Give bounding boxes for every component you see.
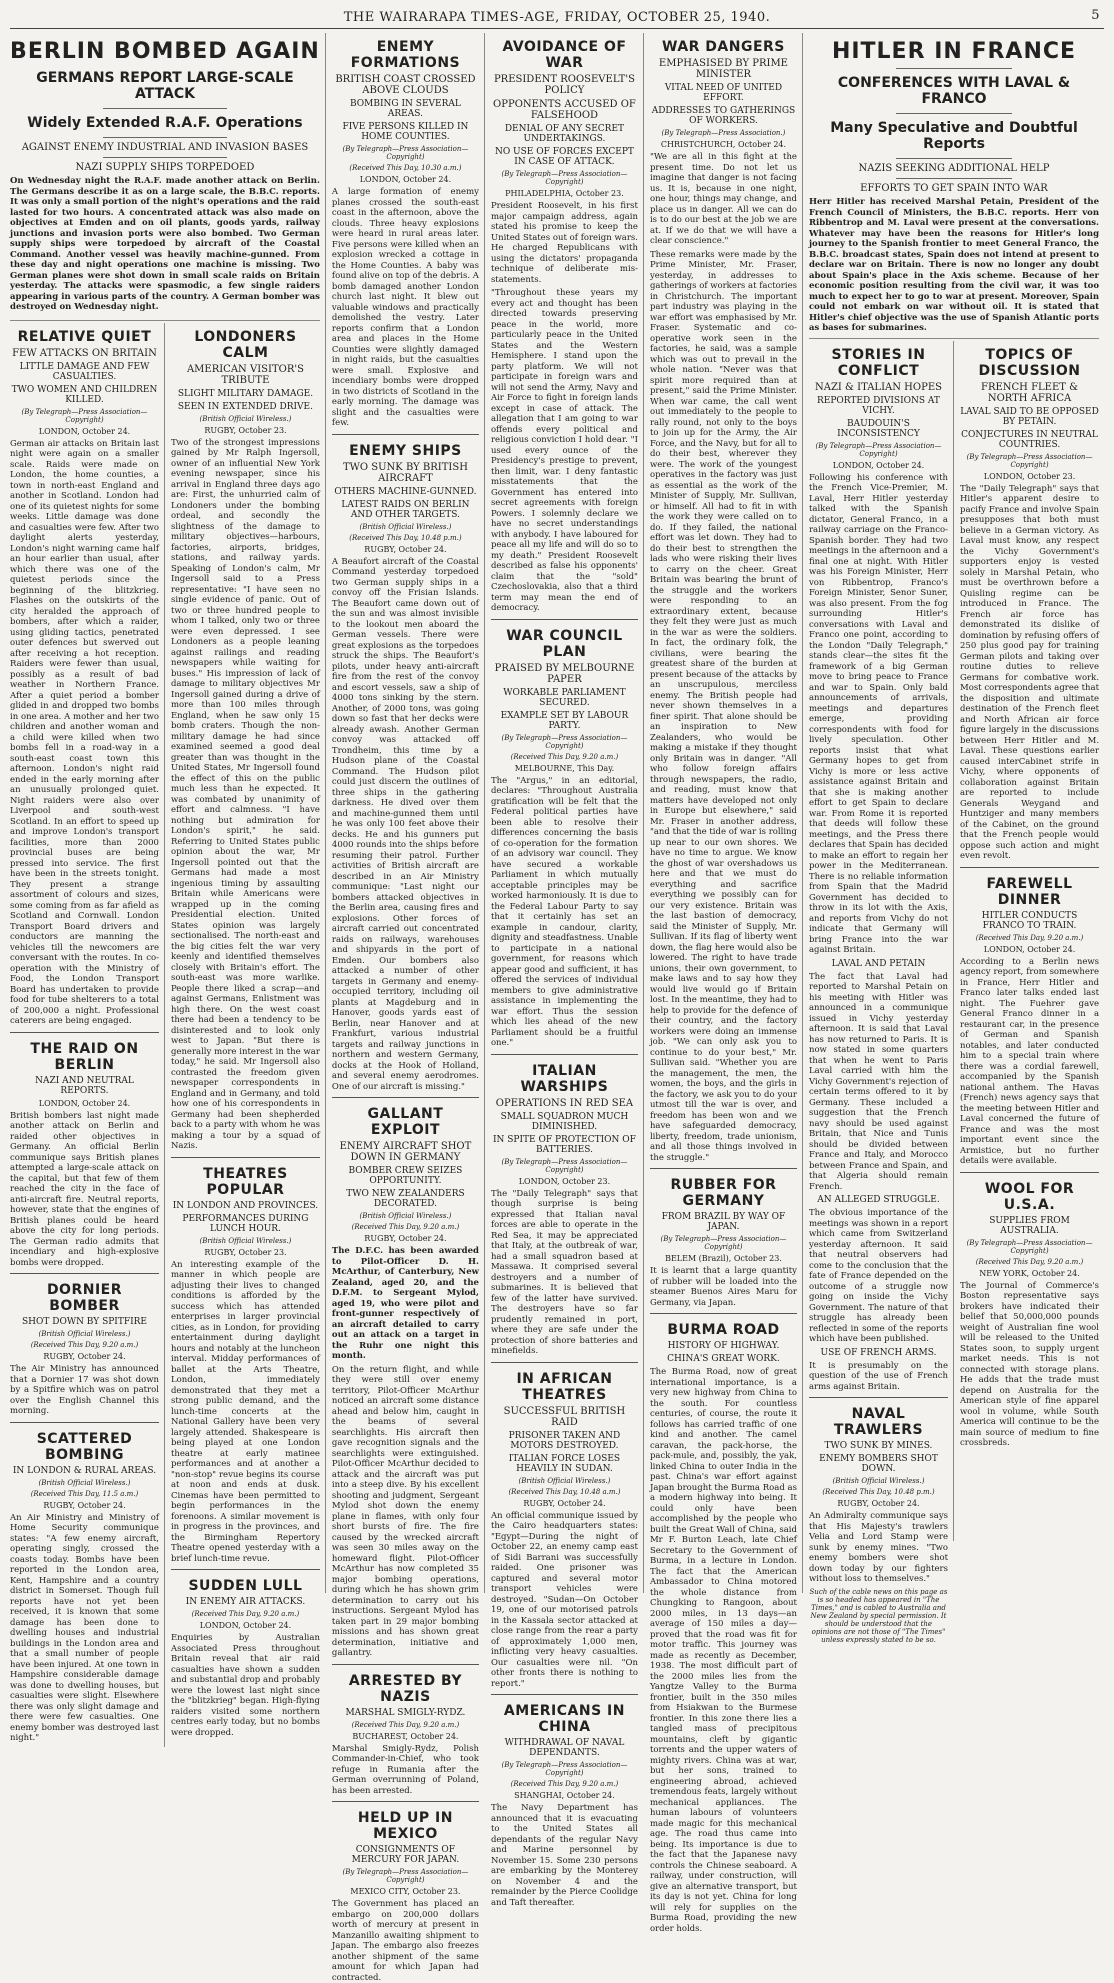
berlin-headline: BERLIN BOMBED AGAIN (10, 39, 320, 64)
war-dangers-credit: (By Telegraph—Press Association.) (661, 129, 786, 137)
burma-headline: BURMA ROAD (667, 1322, 780, 1338)
rubber-headline: RUBBER FOR GERMANY (670, 1177, 777, 1209)
war-council-body: The "Argus," in an editorial, declares: "Throughout Australia gratification will be felt that the Federal political parties have been able to resolve their differences concerning the basis of co-operation for the formation of an advisory war council. They have secured a workable Parliament in which mutually acceptable principles may be worked harmoniously. It is due to the Federal Labour Party to say that it certainly has set an example in candour, clarity, dignity and steadfastness. Unable to participate in a national government, for reasons which appear good and sufficient, it has offered the services of individual members to give administrative assistance in implementing the war effort. Thus the session which lies ahead of the new Parliament should be a fruitful one." (490, 775, 638, 1048)
african-sub-3: ITALIAN FORCE LOSES HEAVILY IN SUDAN. (508, 1453, 621, 1474)
enemy-formations-credit: (By Telegraph—Press Association—Copyright) (342, 145, 469, 161)
gallant-credit: (British Official Wireless.) (359, 1212, 452, 1220)
avoidance-sub-3: DENIAL OF ANY SECRET UNDERTAKINGS. (504, 124, 625, 144)
burma-body: The Burma Road, now of great international importance, is a very new highway from China to the south. For countless centuries, of course, the route it follows has carried traffic of one kind and another. The camel caravan, the pack-horse, the pack-mule, and, possibly, the yak, linked China to outer India in the past. China's war effort against Japan brought the Burma Road as a modern highway into being. It could only have been accomplished by the people who built the Great Wall of China, said Mr F. Burton Leach, late Chief Secretary to the Government of Burma, in a lecture in London. The fact that the American Ambassador to China motored the whole distance from Chungking to Rangoon, about 2000 miles, in 13 days—an average of 150 miles a day—proved that the road was fit for motor traffic. This journey was made as recently as December, 1938. The most difficult part of the 2000 miles lies from the Yangtze Valley to the Burma frontier, built in the 350 miles from Hsiakwan to the Burmese frontier. In this zone there lies a tangled mass of precipitous mountains, cleft by gigantic torrents and the upper waters of mighty rivers. China was at war, but her sons, trained to engineering abroad, achieved tremendous feats, largely without mechanical appliances. The human labours of volunteers made magic for this mechanical age. The road thus came into being. Its importance is due to the fact that the Japanese navy controls the Chinese seaboard. A railway, under construction, will give an alternative transport, but its day is not yet. China for long will rely for supplies on the Burma Road, providing the new order holds. (649, 1367, 797, 1934)
theatres-sub-1: IN LONDON AND PROVINCES. (172, 1200, 319, 1211)
sudden-lull-body: Enquiries by Australian Associated Press throughout Britain reveal that air raid casualties have shown a sudden and substantial drop and probably were the lowest last night since the "blitzkrieg" began. High-flying raiders visited some northern centres early today, but no bombs were dropped. (170, 1633, 320, 1738)
farewell-dateline: LONDON, October 24. (983, 944, 1076, 954)
avoidance-credit: (By Telegraph—Press Association—Copyright) (501, 170, 628, 186)
wool-credit: (By Telegraph—Press Association—Copyright) (966, 1238, 1093, 1255)
gallant-dateline: RUGBY, October 24. (364, 1234, 447, 1243)
mexico-headline: HELD UP IN MEXICO (357, 1810, 453, 1842)
mexico-dateline: MEXICO CITY, October 23. (350, 1887, 461, 1896)
african-headline: IN AFRICAN THEATRES (516, 1370, 613, 1403)
berlin-sub-1: AGAINST ENEMY INDUSTRIAL AND INVASION BASES (21, 142, 309, 153)
enemy-ships-credit: (British Official Wireless.) (359, 522, 452, 531)
war-council-dateline: MELBOURNE, This Day. (514, 763, 615, 773)
americans-headline: AMERICANS IN CHINA (503, 1703, 625, 1735)
farewell-received: (Received This Day, 9.20 a.m.) (975, 933, 1084, 942)
londoners-headline: LONDONERS CALM (194, 328, 297, 361)
enemy-formations-sub-1: BRITISH COAST CROSSED ABOVE CLOUDS (335, 74, 476, 96)
farewell-sub: HITLER CONDUCTS FRANCO TO TRAIN. (981, 910, 1078, 931)
burma-sub-2: CHINA'S GREAT WORK. (667, 1354, 780, 1364)
scattered-body: An Air Ministry and Ministry of Home Security communique states: "A few enemy aircraft, operating singly, crossed the coasts today. Bombs have been reported in the London area, Kent, Hampshire and a country district in Somerset. Though full reports have not yet been received, it is known that some damage has been done to dwelling houses and industrial buildings in the London area and that a small number of people have been injured. At one town in Hampshire considerable damage was done to dwelling houses, but casualties were slight. Elsewhere there was only slight damage and there were few casualties. One enemy bomber was destroyed last night." (10, 1512, 159, 1743)
column-2 (171, 323, 320, 1747)
relative-quiet-sub-2: LITTLE DAMAGE AND FEW CASUALTIES. (19, 361, 150, 382)
enemy-formations-dateline: LONDON, October 24. (359, 175, 452, 184)
column-5 (649, 33, 803, 1934)
berlin-deck-1: GERMANS REPORT LARGE-SCALE ATTACK (36, 70, 294, 102)
right-columns (808, 33, 1104, 1644)
enemy-ships-sub-3: LATEST RAIDS ON BERLIN AND OTHER TARGETS. (341, 499, 470, 520)
burma-sub-1: HISTORY OF HIGHWAY. (667, 1341, 780, 1351)
trawlers-sub-1: TWO SUNK BY MINES. (824, 1441, 933, 1451)
gallant-lead: The D.F.C. has been awarded to Pilot-Officer D. H. McArthur, of Canterbury, New Zealand, aged 20, and the D.F.M. to Sergeant Mylod, aged 19, who were pilot and front-gunner respectively of an aircraft detailed to carry out an attack on a target in the Ruhr one night this month. (331, 1246, 479, 1361)
avoidance-dateline: PHILADELPHIA, October 23. (505, 189, 624, 198)
masthead-title: THE WAIRARAPA TIMES-AGE, FRIDAY, OCTOBER 25, 1940. (343, 9, 771, 25)
avoidance-sub-1: PRESIDENT ROOSEVELT'S POLICY (493, 74, 635, 96)
italian-body: The "Daily Telegraph" says that though surprise is being expressed that Italian naval forces are able to operate in the Red Sea, it may be appreciated that Italy, at the outbreak of war, had a small squadron based at Massawa. It comprised several destroyers and a number of submarines. It is believed that few of the latter have survived. The destroyers have so far prudently remained in port, where they are safe under the protection of shore batteries and minefields. (490, 1188, 638, 1356)
dornier-headline: DORNIER BOMBER (46, 1282, 123, 1314)
raid-berlin-sub: NAZI AND NEUTRAL REPORTS. (35, 1075, 134, 1096)
berlin-body: On Wednesday night the R.A.F. made another attack on Berlin. The Germans describe it as on a large scale, the B.B.C. reports. It was only a small portion of the night's operations and the raid lasted for two hours. A concentrated attack was also made on objectives at Emden and on oil plants, goods yards, railway junctions and invasion ports were also bombed. Two German supply ships were torpedoed by aircraft of the Coastal Command. Another vessel was heavily machine-gunned. From these day and night operations one machine is missing. Two German planes were shot down in small scale raids on Britain yesterday. The attacks were spasmodic, a few single raiders appearing in various parts of the country. A German bomber was destroyed on Wednesday night. (10, 176, 320, 312)
avoidance-headline: AVOIDANCE OF WAR (502, 39, 627, 71)
war-dangers-lead: "We are all in this fight at the present time. Do not let us imagine that danger is not facing us. It is, because in one night, one hour, things may change, and place us in danger. All we can do is to do our best at the job we are at. If we do that we will have a clear conscience." (649, 152, 797, 246)
trawlers-note: Such of the cable news on this page as is so headed has appeared in "The Times," and is cabled to Australia and New Zealand by special permission. It should be understood that the opinions are not those of "The Times" unless expressly stated to be so. (809, 1587, 948, 1644)
trawlers-headline: NAVAL TRAWLERS (833, 1406, 924, 1438)
relative-quiet-sub-1: FEW ATTACKS ON BRITAIN (12, 347, 157, 359)
wool-received: (Received This Day, 9.20 a.m.) (975, 1257, 1084, 1266)
scattered-received: (Received This Day, 11.5 a.m.) (30, 1489, 139, 1498)
stories-headline: STORIES IN CONFLICT (831, 346, 926, 379)
hitler-deck-2: Many Speculative and Doubtful Reports (830, 120, 1078, 152)
topics-body: The "Daily Telegraph" says that Hitler's apparent desire to pacify France and involve Spain presupposes that both must believe in a German victory. As Laval must know, any respect the Vichy Government's supporters enjoy is vested solely in Marshal Petain, who must be overthrown before a Quisling regime can be introduced in France. The French air force has demonstrated its dislike of domination by refusing offers of 250 plus good pay for training German pilots and taking over routine duties to relieve Germans for combative work. Most correspondents agree that the disposition and ultimate destination of the French fleet and North African air force figure largely in the discussions between Herr Hitler and M. Laval. These questions earlier caused interCabinet strife in Vichy, where opponents of collaboration against Britain are reported to include Generals Weygand and Huntziger and many members of the Cabinet, on the ground that the French people would oppose such action and might even revolt. (960, 483, 1100, 861)
italian-dateline: LONDON, October 23. (518, 1176, 611, 1186)
war-council-headline: WAR COUNCIL PLAN (506, 627, 623, 660)
stories-credit: (By Telegraph—Press Association—Copyright) (815, 441, 942, 458)
masthead (10, 6, 1104, 29)
arrested-headline: ARRESTED BY NAZIS (348, 1672, 463, 1705)
column-7 (960, 341, 1099, 1541)
topics-dateline: LONDON, October 23. (983, 471, 1076, 481)
stories-body-4: It is presumably on the question of the use of French arms against Britain. (808, 1360, 948, 1392)
relative-quiet-headline: RELATIVE QUIET (17, 328, 152, 345)
rubber-sub: FROM BRAZIL BY WAY OF JAPAN. (661, 1212, 786, 1232)
stories-dateline: LONDON, October 24. (832, 460, 925, 470)
gallant-sub-2: BOMBER CREW SEIZES OPPORTUNITY. (348, 1166, 463, 1186)
war-council-sub-2: WORKABLE PARLIAMENT SECURED. (503, 687, 626, 708)
gallant-sub-1: ENEMY AIRCRAFT SHOT DOWN IN GERMANY (339, 1141, 472, 1163)
wool-body: The Journal of Commerce's Boston representative says brokers have indicated their belief that 50,000,000 pounds weight of Australian fine wool will be released to the United States soon, to supply urgent market needs. This is not connected with storage plans. He adds that the trade must depend on Australia for the American style of fine apparel wool in volume, while South America will continue to be the main source of medium to fine crossbreds. (960, 1280, 1100, 1448)
african-received: (Received This Day, 10.48 a.m.) (508, 1487, 621, 1496)
wool-dateline: NEW YORK, October 24. (979, 1268, 1080, 1278)
gallant-body: On the return flight, and while they were still over enemy territory, Pilot-Officer McArthur noticed an aircraft some distance ahead and below him, caught in the beams of several searchlights. His aircraft then gave recognition signals and the searchlights were extinguished. Pilot-Officer McArthur decided to attack and the aircraft was put into a steep dive. By his excellent shooting and judgment, Sergeant Mylod shot down the enemy plane in flames, with only four short bursts of fire. The fire caused by the wrecked aircraft was seen 30 miles away on the homeward flight. Pilot-Officer McArthur has now completed 35 major bombing operations, during which he has shown grim determination to carry out his instructions. Sergeant Mylod has taken part in 29 major bombing missions and has shown great determination, initiative and gallantry. (331, 1364, 479, 1658)
londoners-dateline: RUGBY, October 23. (204, 425, 287, 435)
italian-sub-3: IN SPITE OF PROTECTION OF BATTERIES. (492, 1134, 636, 1155)
enemy-ships-sub-1: TWO SUNK BY BRITISH AIRCRAFT (342, 461, 468, 484)
column-1 (10, 323, 165, 1747)
americans-dateline: SHANGHAI, October 24. (514, 1791, 615, 1800)
stories-sub-5: AN ALLEGED STRUGGLE. (817, 1195, 940, 1205)
stories-sub-1: NAZI & ITALIAN HOPES (815, 381, 942, 393)
war-dangers-sub-2: VITAL NEED OF UNITED EFFORT. (664, 83, 783, 103)
scattered-dateline: RUGBY, October 24. (43, 1500, 126, 1510)
topics-headline: TOPICS OF DISCUSSION (978, 346, 1081, 379)
arrested-sub: MARSHAL SMIGLY-RYDZ. (345, 1707, 466, 1718)
dornier-dateline: RUGBY, October 24. (43, 1352, 126, 1361)
dornier-credit: (British Official Wireless.) (38, 1330, 131, 1338)
americans-body: The Navy Department has announced that it is evacuating to the United States all dependants of the regular Navy and Marine personnel by November 15. Some 230 persons are embarking by the Monterey on November 4 and the remainder by the Pierce Coolidge and Taft thereafter. (490, 1803, 638, 1908)
stories-body-2: The fact that Laval had reported to Marshal Petain on his meeting with Hitler was announced in a communique issued in Vichy yesterday afternoon. It is said that Laval has now returned to Paris. It is now stated in some quarters that when he went to Paris Laval carried with him the Vichy Government's rejection of certain terms offered to it by Germany. These included a suggestion that the French navy should be used against Britain, that Nice and Tunis should be divided between France and Italy, and Morocco between France and Spain, and that Algeria should remain French. (808, 971, 948, 1192)
war-council-received: (Received This Day, 9.20 a.m.) (510, 752, 619, 761)
rubber-dateline: BELEM (Brazil), October 23. (665, 1254, 782, 1263)
enemy-formations-body: A large formation of enemy planes crossed the south-east coast in the afternoon, above the clouds. Three heavy explosions were heard in rural areas later. Five persons were killed when an explosion wrecked a cottage in the Home Counties. A baby was found alive on top of the debris. A bomb damaged another London church last night. It blew out valuable windows and practically demolished the vestry. Later reports confirm that a London area and places in the Home Counties were slightly damaged in night raids, but the casualties were small. Explosive and incendiary bombs were dropped in two districts of Scotland in the early morning. The damage was slight and the casualties were few. (331, 187, 479, 428)
hitler-sub-1: NAZIS SEEKING ADDITIONAL HELP (858, 163, 1050, 174)
arrested-body: Marshal Smigly-Rydz, Polish Commander-in-Chief, who took refuge in Rumania after the German overrunning of Poland, has been arrested. (331, 1743, 479, 1796)
italian-sub-2: SMALL SQUADRON MUCH DIMINISHED. (500, 1111, 629, 1132)
relative-quiet-sub-3: TWO WOMEN AND CHILDREN KILLED. (11, 384, 158, 405)
war-dangers-dateline: CHRISTCHURCH, October 24. (660, 140, 787, 149)
rubber-credit: (By Telegraph—Press Association—Copyright) (660, 1235, 787, 1251)
mexico-body: The Government has placed an embargo on 200,000 dollars worth of mercury at present in Manzanillo awaiting shipment to Japan. The embargo also freezes another shipment of the same amount for which Japan had contracted. (331, 1899, 479, 1983)
theatres-credit: (British Official Wireless.) (199, 1236, 292, 1245)
berlin-sub-2: NAZI SUPPLY SHIPS TORPEDOED (75, 162, 255, 173)
enemy-ships-headline: ENEMY SHIPS (349, 442, 462, 459)
berlin-story (10, 33, 320, 316)
theatres-body: An interesting example of the manner in which people are adjusting their lives to changed conditions is afforded by the success which has attended enterprises in larger provincial cities, as in London, for providing entertainment during daylight hours and notably at the luncheon interval. Midday performances of ballet at the Arts Theatre, London, immediately demonstrated that they met a strong public demand, and the lunch-time concerts at the National Gallery have been very largely attended. Shakespeare is being played at one London theatre at early matinee performances and at another a "non-stop" revue begins its course at noon and ends at dusk. Cinemas have been permitted to begin performances in the forenoons. A similar movement is in progress in the provinces, and the Birmingham Repertory Theatre opened yesterday with a brief lunch-time revue. (170, 1259, 320, 1564)
war-dangers-sub-1: EMPHASISED BY PRIME MINISTER (658, 58, 788, 80)
enemy-ships-dateline: RUGBY, October 24. (364, 544, 447, 554)
avoidance-lead: President Roosevelt, in his first major campaign address, again stated his promise to keep the United States out of foreign wars. He charged Republicans with using the dictators' propaganda technique of deliberate mis-statements. (490, 201, 638, 285)
londoners-sub-2: SLIGHT MILITARY DAMAGE. (177, 388, 314, 399)
londoners-body: Two of the strongest impressions gained by Mr Ralph Ingersoll, owner of an influential New York evening newspaper, since his arrival in England three days ago are: First, the unhurried calm of Londoners under the bombing ordeal, and secondly the slightness of the damage to military objectives—harbours, factories, airports, bridges, stations, and railway yards. Speaking of London's calm, Mr Ingersoll said to a Press representative: "I have seen no single evidence of panic. Out of two or three hundred people to whom I talked, only two or three were even depressed. I see Londoners as a people leaning against railings and reading newspapers while waiting for buses." His impression of lack of damage to military objectives Mr Ingersoll gained during a drive of more than 100 miles through England, when he saw only 15 bomb craters. Though the non-military damage he had since examined seemed a good deal greater than was thought in the United States, Mr Ingersoll found the effect of this on the public much less than he expected. It was combated by unanimity of effort and calmness. "I have nothing but admiration for London's spirit," he said. Referring to United States public opinion about the war, Mr Ingersoll pointed out that the Germans had made a most ingenious timing by assaulting Britain while Americans were wrapped up in the coming Presidential election. United States opinion was largely sectionalised. The north-east and the big cities felt the war very keenly and identified themselves closely with Britain's effort. The south-east was more warlike. People there liked a scrap—and against Germans, Enlistment was high there. On the west coast there had been a tendency to be disinterested and to look only west to Japan. "But there is generally more interest in the war today," he said. Mr Ingersoll also contrasted the freedom given newspaper correspondents in England and in Germany, and told how one of his correspondents in Germany had been shepherded back to a party with whom he was making a tour by a squad of Nazis. (170, 437, 320, 1151)
mexico-credit: (By Telegraph—Press Association—Copyright) (342, 1868, 469, 1884)
wool-sub: SUPPLIES FROM AUSTRALIA. (989, 1215, 1070, 1236)
african-body: An official communique issued by the Cairo headquarters states: "Egypt—During the night of October 22, an enemy camp east of Sidi Barrani was successfully raided. One prisoner was captured and several motor transport vehicles were destroyed. "Sudan—On October 19, one of our motorised patrols in the Kassala sector attacked at close range from the rear a party of approximately 1,000 men, inflicting very heavy casualties. Our casualties were nil. "On other fronts there is nothing to report." (490, 1510, 638, 1689)
topics-sub-1: FRENCH FLEET & NORTH AFRICA (981, 381, 1079, 404)
hitler-sub-2: EFFORTS TO GET SPAIN INTO WAR (860, 183, 1048, 194)
italian-headline: ITALIAN WARSHIPS (520, 1062, 609, 1095)
enemy-ships-sub-2: OTHERS MACHINE-GUNNED. (334, 486, 477, 497)
theatres-headline: THEATRES POPULAR (203, 1165, 288, 1198)
sudden-lull-sub: IN ENEMY AIR ATTACKS. (185, 1597, 306, 1607)
londoners-sub-1: AMERICAN VISITOR'S TRIBUTE (186, 363, 304, 386)
theatres-sub-2: PERFORMANCES DURING LUNCH HOUR. (182, 1213, 309, 1234)
berlin-deck-2: Widely Extended R.A.F. Operations (27, 115, 303, 131)
mexico-sub: CONSIGNMENTS OF MERCURY FOR JAPAN. (351, 1845, 460, 1865)
americans-received: (Received This Day, 9.20 a.m.) (510, 1780, 619, 1788)
gallant-headline: GALLANT EXPLOIT (367, 1106, 444, 1138)
theatres-dateline: RUGBY, October 23. (204, 1247, 287, 1257)
african-dateline: RUGBY, October 24. (523, 1498, 606, 1508)
column-4 (490, 33, 644, 1908)
left-columns (10, 33, 326, 1743)
relative-quiet-dateline: LONDON, October 24. (38, 426, 131, 436)
african-credit: (British Official Wireless.) (518, 1476, 611, 1485)
hitler-body: Herr Hitler has received Marshal Petain, President of the French Council of Ministers, the B.B.C. reports. Herr von Ribbentrop and M. Laval were present at the conversations. Whatever may have been the reasons for Hitler's long journey to the Spanish frontier to meet General Franco, the B.B.C. broadcast states, Spain does not intend at present to declare war on Britain. There is now no longer any doubt about Spain's place in the Axis scheme. Because of her economic position resulting from the civil war, it was too much to expect her to go to war at present. Moreover, Spain could not embark on war without oil. It is stated that Hitler's chief objective was the use of Spanish Atlantic ports as bases for submarines. (808, 197, 1100, 333)
americans-sub: WITHDRAWAL OF NAVAL DEPENDANTS. (504, 1738, 625, 1758)
rubber-body: It is learnt that a large quantity of rubber will be loaded into the steamer Buenos Aires Maru for Germany, via Japan. (649, 1266, 797, 1308)
italian-credit: (By Telegraph—Press Association—Copyright) (501, 1157, 628, 1174)
scattered-sub: IN LONDON & RURAL AREAS. (12, 1465, 157, 1476)
arrested-dateline: BUCHAREST, October 24. (352, 1731, 459, 1741)
enemy-ships-body: A Beaufort aircraft of the Coastal Command yesterday torpedoed two German supply ships in a convoy off the Frisian Islands. The Beaufort came down out of the sun and was almost invisible to the lookout men aboard the German vessels. There were great explosions as the torpedoes struck the ships. The Beaufort's pilots, under heavy anti-aircraft fire from the rest of the convoy and escort vessels, saw a ship of 4000 tons sinking by the stern. Another, of 2000 tons, was going down so fast that her decks were already awash. Another German convoy was attacked off Trondheim, this time by a Hudson plane of the Coastal Command. The Hudson pilot could just discern the outlines of three ships in the gathering darkness. He dived over them and machine-gunned them until he was only 100 feet above their decks. He and his gunners put 4000 rounds into the ships before resuming their patrol. Further activities of British aircraft are described in an Air Ministry communique: "Last night our bombers attacked objectives in the Berlin area, causing fires and explosions. Other forces of aircraft carried out concentrated raids on railways, warehouses and shipyards in the port of Emden. Our bombers also attacked a number of other targets in Germany and enemy-occupied territory, including oil plants at Magdeburg and in Hanover, goods yards east of Berlin, near Hanover and at Frankfurt, various industrial targets and railway junctions in northern and western Germany, docks at the Hook of Holland, and several enemy aerodromes. One of our aircraft is missing." (331, 556, 479, 1092)
war-council-credit: (By Telegraph—Press Association—Copyright) (501, 733, 628, 750)
stories-body-3: The obvious importance of the meetings was shown in a report which came from Switzerland yesterday afternoon. It said that neutral observers had come to the conclusion that the fate of France depended on the outcome of a struggle now going on inside the Vichy Government. The nature of that struggle has already been reflected in some of the reports which have been published. (808, 1208, 948, 1344)
avoidance-sub-4: NO USE OF FORCES EXCEPT IN CASE OF ATTACK. (494, 147, 634, 167)
relative-quiet-credit: (By Telegraph—Press Association—Copyright) (21, 407, 148, 424)
topics-credit: (By Telegraph—Press Association—Copyright) (966, 452, 1093, 469)
war-dangers-sub-3: ADDRESSES TO GATHERINGS OF WORKERS. (651, 106, 796, 126)
enemy-ships-received: (Received This Day, 10.48 p.m.) (349, 533, 462, 542)
war-council-sub-1: PRAISED BY MELBOURNE PAPER (494, 662, 635, 685)
gallant-received: (Received This Day, 9.20 a.m.) (351, 1223, 460, 1231)
column-6 (808, 341, 954, 1644)
page-number: 5 (1091, 8, 1100, 23)
war-dangers-body: These remarks were made by the Prime Minister, Mr. Fraser, yesterday, in addresses to gatherings of workers at factories in Christchurch. The important part industry was playing in the war effort was emphasised by Mr. Fraser. Systematic and co-operative work seen in the factories, he said, was a sample which was out to prevail in the whole nation. "Never was that spirit more required than at present," said the Prime Minister. When war came, the call went out immediately to the people to rally round, not only to the boys to join up for the Army, the Air Force, and the Navy, but for all to do their best, wherever they were. The work of the youngest operatives in the factory was just as essential as the work of the Minister of Supply, Mr. Sullivan, or himself. All had to fit in with the work they were called on to do. If they failed, the national effort was let down. They had to do their best to strengthen the lads who were risking their lives to carry on the cheer. Great Britain was bearing the brunt of the struggle and the workers were responding to an extraordinary extent, because they felt they were just as much in the war as were the soldiers. In fact, the ordinary folk, the civilians, were bearing the greatest share of the burden at present because of the attacks by an unscrupulous, merciless enemy. The British people had never shown themselves in a finer spirit. That alone should be an inspiration to New Zealanders, who would be making a mistake if they thought only Britain was in danger. "All who follow foreign affairs through newspapers, the radio, and reading, must know that matters have developed not only in Europe but elsewhere," said Mr. Fraser in another address, "and that the tide of war is rolling up near to our own shores. We have no time to argue. We know the ghost of war overshadows us here and that we must do everything and sacrifice everything we possibly can for our very existence. Britain was the last bastion of democracy, said the Minister of Supply, Mr. Sullivan. If its flag of liberty went down, the flag here would also be lowered. The right to have trade unions, their own government, to make laws and to say how they would live would go if Britain lost. In the meantime, they had to help to provide for the defence of their country, and the factory workers were doing an immense job. "We can only ask you to continue to do your best," Mr. Sullivan said. "Whether you are the management, the men, the women, the boys, and the girls in the factory, we ask you to do your utmost till the war is over, and freedom has been won and we have safeguarded democracy, liberty, freedom, trade unionism, and all those things involved in the struggle." (649, 249, 797, 1163)
farewell-body: According to a Berlin news agency report, from somewhere in France, Herr Hitler and Franco later talks ended last night. The Fuehrer gave General Franco dinner in a restaurant car, in the presence of German and Spanish notables, and later conducted him to a special train where there was a cordial farewell, accompanied by the Spanish national anthem. The Havas (French) news agency says that the meeting between Hitler and Laval concerned the future of France and was the most important event since the Armistice, but no further details were available. (960, 956, 1100, 1166)
trawlers-dateline: RUGBY, October 24. (837, 1499, 920, 1508)
sudden-lull-dateline: LONDON, October 24. (199, 1621, 292, 1630)
sudden-lull-received: (Received This Day, 9.20 a.m.) (191, 1610, 300, 1618)
scattered-credit: (British Official Wireless.) (38, 1478, 131, 1487)
relative-quiet-body: German air attacks on Britain last night were again on a smaller scale. Raids were made on London, the home counties, a town in north-east England and another in Scotland. London had one of its quietest nights for some weeks. Little damage was done and casualties were few. After two daylight alerts yesterday, London's night warning came half an hour earlier than usual, after which there was one of the quietest periods since the beginning of the blitzkrieg. Flashes on the outskirts of the city heralded the approach of bombers, after which a raider, using gliding tactics, penetrated outer defences but swerved out after receiving a hot reception. Raiders were fewer than usual, possibly as a result of bad weather in Northern France. After a quiet period a bomber glided in and dropped two bombs in one area. A mother and her two children and another woman and a child were killed when two bombs fell in a road-way in a south-east coast town this afternoon. London's night raid ended in the early morning after an unusually prolonged quiet. Night raiders were also over Liverpool and south-west Scotland. In an effort to speed up and improve London's transport facilities, more than 2000 provincial buses are being pressed into service. The first have been in the streets tonight. They present a strange assortment of colours and sizes, some coming from as far afield as Scotland and Cornwall. London Transport Board drivers and conductors are manning the vehicles till the newcomers are conversant with the routes. In co-operation with the Ministry of Food, the London Transport Board has undertaken to provide food for tube shelterers to a total of 200,000 a night. Professional caterers are being engaged. (10, 438, 159, 1026)
dornier-received: (Received This Day, 9.20 a.m.) (30, 1341, 139, 1349)
raid-berlin-body: British bombers last night made another attack on Berlin and raided other objectives in Germany. An official Berlin communique says British planes attempted a large-scale attack on the capital, but that few of them reached the city in the face of anti-aircraft fire. Neutral reports, however, state that the engines of British planes could be heard above the city for long periods. The German radio admits that incendiary and high-explosive bombs were dropped. (10, 1110, 159, 1268)
stories-body: Following his conference with the French Vice-Premier, M. Laval, Herr Hitler yesterday talked with the Spanish dictator, General Franco, in a railway carriage on the Franco-Spanish border. They had two meetings in the afternoon and a final one at night. With Hitler was his Foreign Minister, Herr von Ribbentrop, Franco's Foreign Minister, Senor Suner, was also present. From the fog surrounding Hitler's conversations with Laval and Franco one point, according to the London "Daily Telegraph," stands clear—the sites fit the framework of a big German move to bring peace to France and war to Spain. Only bald announcements of arrivals, meetings and departures emerge, providing correspondents with food for lively speculation. Other reports insist that what Germany hopes to get from Vichy is more or less active assistance against Britain and that she is making another effort to get Spain to declare war. From Rome it is reported that deeds will follow these meetings, and the Press there declares that Spain has decided to make an effort to regain her power in the Mediterranean. There is no reliable information from Spain that the Madrid Government has decided to throw in its lot with the Axis, and reports from Vichy do not indicate that Germany will bring France into the war against Britain. (808, 472, 948, 955)
trawlers-body: An Admiralty communique says that His Majesty's trawlers Velia and Lord Stamp were sunk by enemy mines. "Two enemy bombers were shot down today by our fighters without loss to themselves." (808, 1511, 948, 1584)
raid-berlin-dateline: LONDON, October 24. (38, 1098, 131, 1108)
trawlers-credit: (British Official Wireless.) (832, 1477, 925, 1485)
arrested-received: (Received This Day, 9.20 a.m.) (351, 1720, 460, 1729)
wool-headline: WOOL FOR U.S.A. (984, 1180, 1075, 1213)
avoidance-body: "Throughout these years my every act and thought has been directed towards preserving peace in the world, more particularly peace in the United States and the Western Hemisphere. I stand upon the party platform. We will not participate in foreign wars and will not send the Army, Navy and Air Force to fight in foreign lands except in case of attack. The allegation that I am going to war offends every political and religious conviction I hold dear. "I used every ounce of the Presidency's prestige to prevent, then limit, war. I deny fantastic misstatements that the Government has entered into secret agreements with foreign Powers. I solemnly declare we have no secret understandings with anybody. I have laboured for peace all my life and will do so to my death." President Roosevelt described as false his opponents' claim that the "sold" Czechoslovakia, also that a third term may mean the end of democracy. (490, 288, 638, 613)
gallant-sub-3: TWO NEW ZEALANDERS DECORATED. (346, 1189, 465, 1209)
londoners-credit: (British Official Wireless.) (199, 414, 292, 423)
enemy-formations-headline: ENEMY FORMATIONS (350, 39, 461, 71)
sudden-lull-headline: SUDDEN LULL (188, 1578, 303, 1594)
stories-sub-2: REPORTED DIVISIONS AT VICHY. (817, 395, 940, 416)
americans-credit: (By Telegraph—Press Association—Copyright) (501, 1761, 628, 1777)
raid-berlin-headline: THE RAID ON BERLIN (30, 1040, 139, 1073)
enemy-formations-sub-2: BOMBING IN SEVERAL AREAS. (350, 99, 461, 119)
trawlers-received: (Received This Day, 10.48 p.m.) (822, 1488, 935, 1496)
hitler-story (809, 39, 1099, 334)
african-sub-2: PRISONER TAKEN AND MOTORS DESTROYED. (508, 1430, 621, 1451)
avoidance-sub-2: OPPONENTS ACCUSED OF FALSEHOOD (493, 99, 636, 121)
topics-sub-3: CONJECTURES IN NEUTRAL COUNTRIES. (961, 429, 1098, 450)
dornier-body: The Air Ministry has announced that a Dornier 17 was shot down by a Spitfire which was on patrol over the English Channel this morning. (10, 1364, 159, 1416)
african-sub-1: SUCCESSFUL BRITISH RAID (503, 1405, 626, 1428)
topics-sub-2: LAVAL SAID TO BE OPPOSED BY PETAIN. (960, 406, 1099, 427)
stories-sub-4: LAVAL AND PETAIN (831, 958, 926, 969)
hitler-deck-1: CONFERENCES WITH LAVAL & FRANCO (837, 75, 1071, 107)
londoners-sub-3: SEEN IN EXTENDED DRIVE. (177, 401, 313, 412)
stories-sub-6: USE OF FRENCH ARMS. (820, 1347, 937, 1358)
dornier-sub: SHOT DOWN BY SPITFIRE (21, 1317, 147, 1327)
column-3 (331, 33, 485, 1983)
italian-sub-1: OPERATIONS IN RED SEA (495, 1097, 634, 1109)
enemy-formations-received: (Received This Day, 10.30 a.m.) (349, 164, 462, 172)
farewell-headline: FAREWELL DINNER (986, 875, 1073, 908)
war-dangers-headline: WAR DANGERS (662, 39, 785, 55)
stories-sub-3: BAUDOUIN'S INCONSISTENCY (837, 418, 920, 439)
scattered-headline: SCATTERED BOMBING (36, 1430, 133, 1463)
enemy-formations-sub-3: FIVE PERSONS KILLED IN HOME COUNTIES. (342, 122, 469, 142)
trawlers-sub-2: ENEMY BOMBERS SHOT DOWN. (819, 1454, 938, 1474)
war-council-sub-3: EXAMPLE SET BY LABOUR PARTY. (500, 710, 629, 731)
newspaper-page (10, 6, 1104, 1983)
hitler-headline: HITLER IN FRANCE (831, 39, 1077, 64)
